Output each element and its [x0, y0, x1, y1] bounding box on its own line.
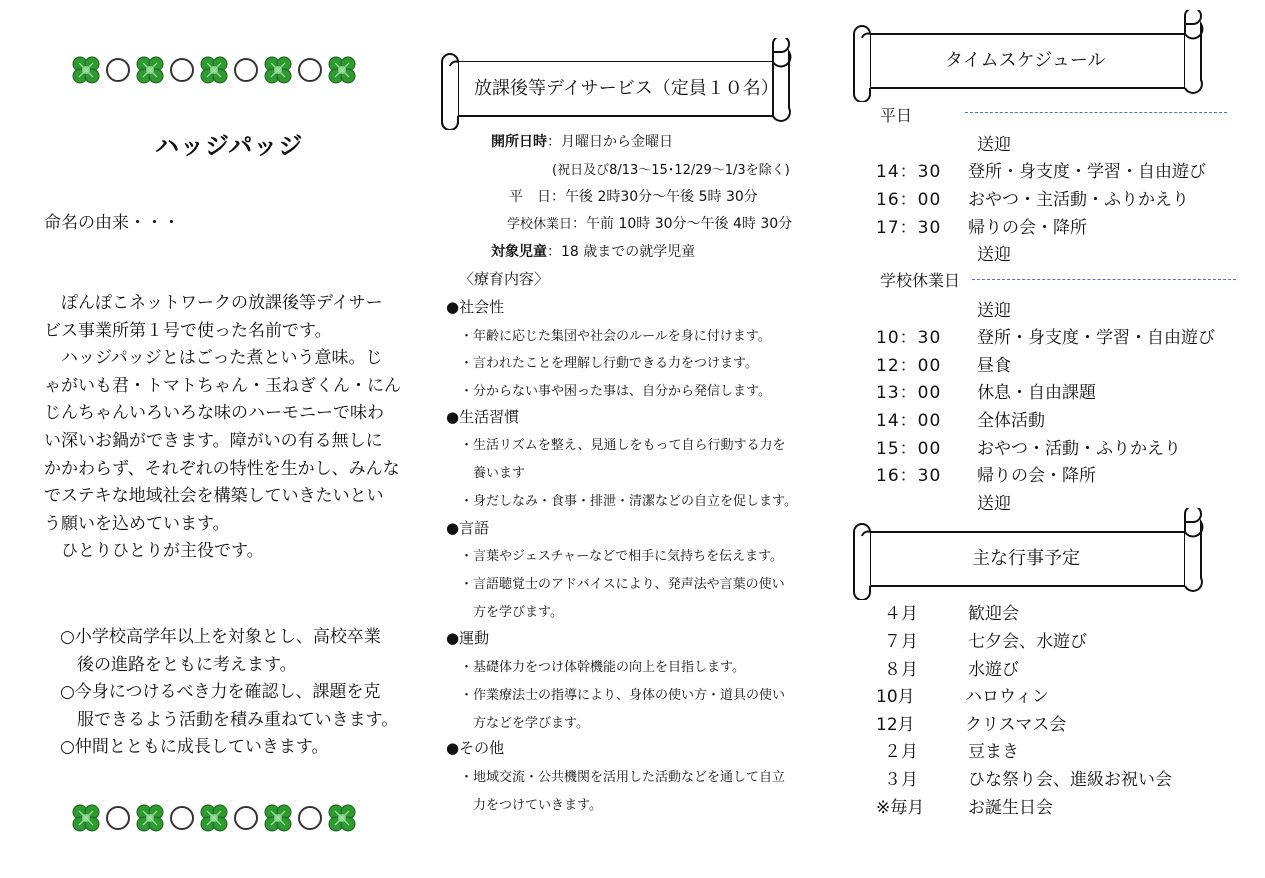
circle-icon	[106, 58, 130, 82]
origin-heading: 命名の由来・・・	[44, 213, 180, 233]
schedule-time: 17：30	[876, 218, 942, 238]
clover-icon	[262, 54, 294, 86]
schedule-act: 登所・身支度・学習・自由遊び	[968, 162, 1206, 182]
event-name: クリスマス会	[965, 715, 1067, 735]
schedule-time: 15：00	[876, 439, 942, 459]
holiday-divider	[972, 279, 1236, 280]
weekday-hours-value: ：午後 2時30分～午後 5時 30分	[551, 189, 758, 205]
section-heading: ●その他	[446, 739, 505, 757]
weekday-hours-row	[509, 186, 758, 206]
section-line: ・身だしなみ・食事・排泄・清潔などの自立を促します。	[460, 494, 797, 509]
weekday-heading: 平日	[880, 106, 913, 125]
schedule-act: 帰りの会・降所	[968, 218, 1087, 238]
schedule-act: おやつ・活動・ふりかえり	[977, 439, 1181, 459]
events-banner-title: 主な行事予定	[972, 548, 1080, 569]
event-month: ７月	[884, 632, 918, 652]
section-line: ・言語聴覚士のアドバイスにより、発声法や言葉の使い	[460, 577, 785, 592]
event-month: 12月	[876, 715, 915, 735]
target-label: 対象児童	[491, 244, 547, 260]
clover-icon	[326, 54, 358, 86]
schedule-act: 昼食	[977, 356, 1011, 376]
section-line: ・年齢に応じた集団や社会のルールを身に付けます。	[460, 329, 771, 344]
content-heading: 〈療育内容〉	[459, 270, 550, 288]
goal-line: ○仲間とともに成長していきます。	[60, 737, 329, 758]
open-days-label: 開所日時	[491, 134, 547, 150]
goal-line: ○今身につけるべき力を確認し、課題を克	[60, 682, 381, 703]
paragraph-line: かかわらず、それぞれの特性を生かし、みんな	[44, 458, 400, 479]
clover-icon	[134, 54, 166, 86]
origin-paragraph	[44, 290, 434, 566]
event-name: 歓迎会	[968, 604, 1019, 624]
weekday-label: 平 日	[509, 189, 551, 205]
event-name: 豆まき	[968, 742, 1019, 762]
paragraph-line: でステキな地域社会を構築していきたいとい	[44, 486, 384, 507]
paragraph-line: ぽんぽこネットワークの放課後等デイサー	[44, 293, 383, 313]
event-month: 10月	[876, 687, 915, 707]
schedule-act: おやつ・主活動・ふりかえり	[968, 190, 1189, 210]
paragraph-line: じんちゃんいろいろな味のハーモニーで味わ	[44, 403, 384, 424]
clover-border-bottom	[70, 802, 358, 834]
event-name: 水遊び	[968, 660, 1019, 680]
goal-line: ○小学校高学年以上を対象とし、高校卒業	[60, 627, 381, 647]
event-name: ハロウィン	[965, 687, 1049, 707]
goal-line: 服できるよう活動を積み重ねていきます。	[60, 709, 399, 730]
schedule-banner-title: タイムスケジュール	[945, 50, 1106, 71]
circle-icon	[170, 58, 194, 82]
section-line: 養います	[460, 466, 526, 481]
schedule-time: 14：30	[876, 162, 942, 182]
paragraph-line: ビス事業所第１号で使った名前です。	[44, 320, 332, 341]
event-month: ８月	[884, 660, 918, 680]
schedule-time: 16：30	[876, 466, 942, 486]
circle-icon	[106, 806, 130, 830]
clover-icon	[70, 802, 102, 834]
service-banner-title: 放課後等デイサービス（定員１０名）	[474, 78, 779, 99]
event-month: ４月	[884, 604, 918, 624]
holiday-label: 学校休業日	[507, 217, 573, 232]
event-name: 七夕会、水遊び	[968, 632, 1087, 652]
circle-icon	[234, 58, 258, 82]
circle-icon	[298, 58, 322, 82]
schedule-act: 送迎	[977, 245, 1011, 265]
paragraph-line: ひとりひとりが主役です。	[44, 541, 264, 562]
section-line: ・地域交流・公共機関を活用した活動などを通して自立	[460, 770, 786, 785]
holiday-hours-value: ：午前 10時 30分～午後 4時 30分	[572, 216, 793, 232]
section-line: ・生活リズムを整え、見通しをもって自ら行動する力を	[460, 438, 786, 453]
clover-icon	[134, 802, 166, 834]
clover-icon	[262, 802, 294, 834]
weekday-divider	[965, 112, 1227, 113]
schedule-act: 全体活動	[977, 411, 1045, 431]
section-line: ・分からない事や困った事は、自分から発信します。	[460, 384, 771, 399]
holiday-heading: 学校休業日	[880, 271, 961, 290]
section-line: 力をつけていきます。	[460, 798, 602, 813]
schedule-act: 帰りの会・降所	[977, 466, 1096, 486]
schedule-act: 送迎	[977, 301, 1011, 321]
schedule-act: 登所・身支度・学習・自由遊び	[977, 328, 1215, 348]
section-heading: ●運動	[446, 629, 490, 647]
section-line: ・基礎体力をつけ体幹機能の向上を目指します。	[460, 660, 745, 675]
open-days-row	[491, 131, 673, 151]
schedule-act: 送迎	[977, 494, 1011, 514]
section-line: ・言われたことを理解し行動できる力をつけます。	[460, 356, 758, 371]
clover-border-top	[70, 54, 358, 86]
event-name: ひな祭り会、進級お祝い会	[968, 770, 1172, 790]
open-days-note: (祝日及び8/13～15･12/29～1/3を除く)	[552, 163, 790, 178]
clover-icon	[198, 54, 230, 86]
section-line: 方を学びます。	[460, 605, 563, 620]
schedule-time: 12：00	[876, 356, 942, 376]
clover-icon	[198, 802, 230, 834]
schedule-time: 13：00	[876, 383, 942, 403]
schedule-time: 16：00	[876, 190, 942, 210]
section-line: ・作業療法士の指導により、身体の使い方・道具の使い	[460, 688, 786, 703]
page-title: ハッジパッジ	[155, 132, 304, 160]
schedule-time: 14：00	[876, 411, 942, 431]
section-heading: ●生活習慣	[446, 408, 520, 426]
paragraph-line: う願いを込めています。	[44, 513, 230, 534]
event-month: ３月	[884, 770, 918, 790]
paragraph-line: ハッジパッジとはごった煮という意味。じ	[44, 348, 383, 369]
section-heading: ●社会性	[446, 298, 505, 316]
event-month: ※毎月	[876, 798, 925, 818]
section-heading: ●言語	[446, 519, 490, 537]
open-days-value: ：月曜日から金曜日	[547, 134, 673, 150]
event-month: ２月	[884, 742, 918, 762]
clover-icon	[326, 802, 358, 834]
schedule-time: 10：30	[876, 328, 942, 348]
paragraph-line: ゃがいも君・トマトちゃん・玉ねぎくん・にん	[44, 375, 401, 396]
circle-icon	[170, 806, 194, 830]
clover-icon	[70, 54, 102, 86]
holiday-hours-row	[507, 213, 792, 233]
goals-list	[60, 624, 440, 762]
target-row	[491, 241, 695, 261]
schedule-act: 休息・自由課題	[977, 383, 1096, 403]
target-value: ：18 歳までの就学児童	[547, 244, 696, 260]
circle-icon	[298, 806, 322, 830]
section-line: 方などを学びます。	[460, 716, 589, 731]
schedule-act: 送迎	[977, 135, 1011, 155]
circle-icon	[234, 806, 258, 830]
section-line: ・言葉やジェスチャーなどで相手に気持ちを伝えます。	[460, 549, 784, 564]
event-name: お誕生日会	[968, 798, 1053, 818]
goal-line: 後の進路をともに考えます。	[60, 654, 297, 675]
paragraph-line: い深いお鍋ができます。障がいの有る無しに	[44, 430, 383, 451]
